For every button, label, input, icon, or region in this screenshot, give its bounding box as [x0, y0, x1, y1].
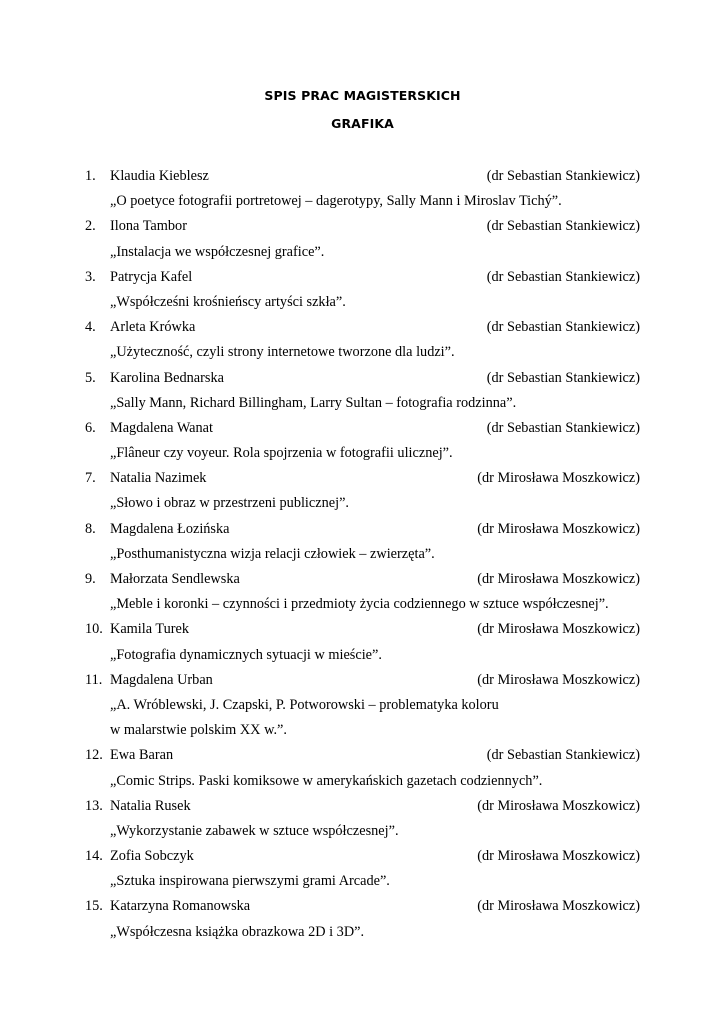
- entry-supervisor: (dr Mirosława Moszkowicz): [477, 848, 640, 865]
- entry-header-line: [85, 214, 640, 239]
- thesis-entry: [85, 366, 640, 416]
- entry-number: 14.: [85, 848, 103, 865]
- entry-title: „Posthumanistyczna wizja relacji człowiek – zwierzęta”.: [110, 545, 435, 562]
- entry-number: 13.: [85, 797, 103, 814]
- thesis-entry: [85, 214, 640, 264]
- entry-supervisor: (dr Sebastian Stankiewicz): [486, 268, 640, 285]
- entry-supervisor: (dr Mirosława Moszkowicz): [477, 898, 640, 915]
- document-title: SPIS PRAC MAGISTERSKICH: [264, 88, 461, 103]
- entry-author: Arleta Krówka: [110, 319, 196, 336]
- thesis-entry: [85, 894, 640, 944]
- entry-header-line: [85, 466, 640, 491]
- entry-header-line: [85, 416, 640, 441]
- thesis-entry: [85, 517, 640, 567]
- entry-title-line: [85, 643, 640, 668]
- entry-title: „Meble i koronki – czynności i przedmioty życia codziennego w sztuce współczesnej”.: [110, 596, 609, 613]
- entry-header-line: [85, 164, 640, 189]
- thesis-entry: [85, 844, 640, 894]
- thesis-entry: [85, 794, 640, 844]
- entry-title-line: [85, 592, 640, 617]
- entry-title: w malarstwie polskim XX w.”.: [110, 722, 287, 739]
- entry-supervisor: (dr Mirosława Moszkowicz): [477, 797, 640, 814]
- entry-number: 7.: [85, 470, 96, 487]
- document-subtitle: GRAFIKA: [331, 116, 394, 131]
- entry-author: Ilona Tambor: [110, 218, 187, 235]
- thesis-entry: [85, 617, 640, 667]
- entry-title-line: [85, 542, 640, 567]
- entry-author: Małorzata Sendlewska: [110, 571, 240, 587]
- thesis-entry: [85, 416, 640, 466]
- entry-supervisor: (dr Sebastian Stankiewicz): [486, 369, 640, 386]
- entry-title: „Użyteczność, czyli strony internetowe tworzone dla ludzi”.: [110, 344, 455, 361]
- entry-number: 4.: [85, 319, 96, 336]
- entry-number: 10.: [85, 621, 103, 638]
- entry-number: 1.: [85, 168, 96, 184]
- entry-title-line: [85, 391, 640, 416]
- entry-title-line: [85, 240, 640, 265]
- entry-author: Patrycja Kafel: [110, 268, 193, 285]
- entry-title: „Flâneur czy voyeur. Rola spojrzenia w fotografii ulicznej”.: [110, 445, 453, 462]
- entry-title: „Sztuka inspirowana pierwszymi grami Arcade”.: [110, 873, 390, 890]
- entry-header-line: [85, 567, 640, 592]
- entry-supervisor: (dr Mirosława Moszkowicz): [477, 520, 640, 537]
- entry-supervisor: (dr Sebastian Stankiewicz): [486, 168, 640, 184]
- entry-supervisor: (dr Sebastian Stankiewicz): [486, 218, 640, 235]
- entry-header-line: [85, 794, 640, 819]
- thesis-entry: [85, 743, 640, 793]
- entry-title-line: [85, 819, 640, 844]
- entry-header-line: [85, 366, 640, 391]
- entry-title-line: [85, 491, 640, 516]
- entry-title: „Słowo i obraz w przestrzeni publicznej”.: [110, 495, 349, 512]
- entry-supervisor: (dr Mirosława Moszkowicz): [477, 671, 640, 688]
- thesis-entry: [85, 567, 640, 617]
- entry-title-line: [85, 340, 640, 365]
- entry-number: 15.: [85, 898, 103, 915]
- entry-title: „Wykorzystanie zabawek w sztuce współczesnej”.: [110, 822, 399, 839]
- thesis-entry: [85, 164, 640, 214]
- entry-title-line: [85, 920, 640, 945]
- entry-header-line: [85, 617, 640, 642]
- entry-title: „Współczesna książka obrazkowa 2D i 3D”.: [110, 923, 365, 940]
- entry-title-line: [85, 189, 640, 214]
- entry-author: Magdalena Wanat: [110, 419, 213, 436]
- entry-author: Magdalena Łozińska: [110, 520, 230, 537]
- entry-number: 12.: [85, 747, 103, 764]
- entry-title-line: [85, 290, 640, 315]
- entry-author: Katarzyna Romanowska: [110, 898, 251, 915]
- entry-header-line: [85, 844, 640, 869]
- entry-supervisor: (dr Mirosława Moszkowicz): [477, 470, 640, 487]
- entry-header-line: [85, 265, 640, 290]
- entry-number: 8.: [85, 520, 96, 537]
- entry-supervisor: (dr Sebastian Stankiewicz): [486, 419, 640, 436]
- entry-header-line: [85, 315, 640, 340]
- entry-author: Natalia Rusek: [110, 797, 191, 814]
- entry-title-line: [85, 693, 640, 718]
- entry-author: Ewa Baran: [110, 747, 174, 764]
- thesis-entry: [85, 668, 640, 744]
- thesis-entry: [85, 466, 640, 516]
- entry-title: „Instalacja we współczesnej grafice”.: [110, 243, 325, 260]
- entry-title: „O poetyce fotografii portretowej – dagerotypy, Sally Mann i Miroslav Tichý”.: [110, 193, 562, 210]
- entry-title: „Sally Mann, Richard Billingham, Larry Sultan – fotografia rodzinna”.: [110, 394, 517, 411]
- entry-supervisor: (dr Sebastian Stankiewicz): [486, 319, 640, 336]
- thesis-list: [85, 164, 640, 945]
- entry-title-line: [85, 441, 640, 466]
- entry-header-line: [85, 668, 640, 693]
- entry-header-line: [85, 743, 640, 768]
- entry-author: Zofia Sobczyk: [110, 848, 194, 865]
- entry-author: Magdalena Urban: [110, 671, 213, 688]
- thesis-entry: [85, 315, 640, 365]
- entry-number: 6.: [85, 419, 96, 436]
- entry-title-line: [85, 869, 640, 894]
- entry-title-line: [85, 769, 640, 794]
- entry-supervisor: (dr Mirosława Moszkowicz): [477, 571, 640, 587]
- entry-supervisor: (dr Sebastian Stankiewicz): [486, 747, 640, 764]
- entry-title: „Fotografia dynamicznych sytuacji w mieście”.: [110, 646, 382, 663]
- entry-header-line: [85, 894, 640, 919]
- entry-number: 5.: [85, 369, 96, 386]
- entry-title: „Comic Strips. Paski komiksowe w amerykańskich gazetach codziennych”.: [110, 772, 543, 789]
- entry-supervisor: (dr Mirosława Moszkowicz): [477, 621, 640, 638]
- entry-number: 11.: [85, 671, 103, 688]
- entry-title: „A. Wróblewski, J. Czapski, P. Potworowski – problematyka koloru: [110, 696, 499, 713]
- entry-title: „Współcześni krośnieńscy artyści szkła”.: [110, 293, 346, 310]
- entry-number: 9.: [85, 571, 96, 587]
- entry-author: Kamila Turek: [110, 621, 190, 638]
- entry-header-line: [85, 517, 640, 542]
- entry-number: 3.: [85, 268, 96, 285]
- entry-author: Karolina Bednarska: [110, 369, 224, 386]
- thesis-entry: [85, 265, 640, 315]
- entry-author: Klaudia Kieblesz: [110, 168, 209, 184]
- entry-title-line: [85, 718, 640, 743]
- entry-author: Natalia Nazimek: [110, 470, 207, 487]
- entry-number: 2.: [85, 218, 96, 235]
